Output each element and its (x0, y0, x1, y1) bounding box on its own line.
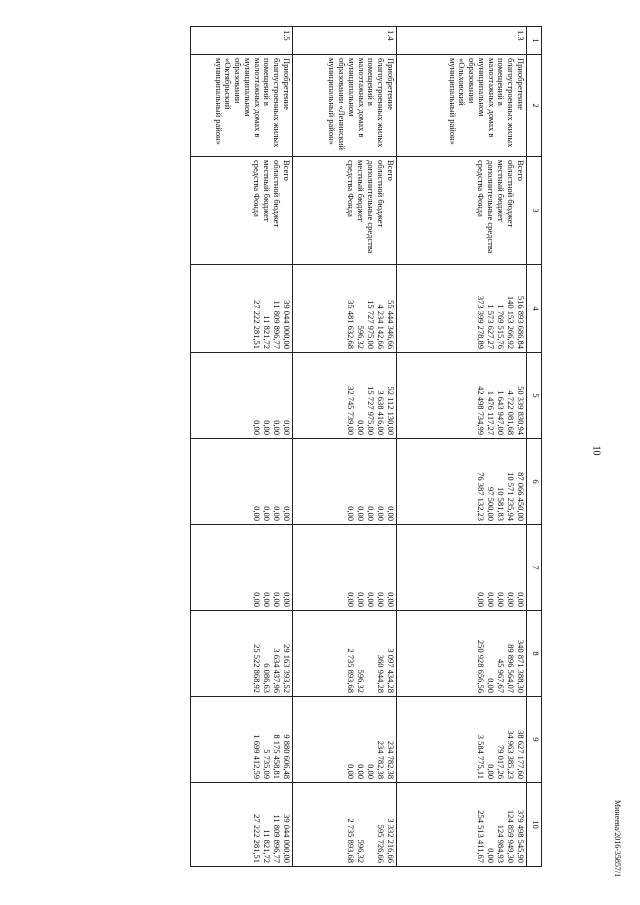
row-number: 1.4 (293, 27, 397, 55)
value: 10 581,83 (496, 487, 506, 521)
row-number: 1.5 (191, 27, 293, 55)
value: 11 809 896,77 (272, 300, 282, 349)
value: 0,00 (356, 506, 366, 521)
value: 0,00 (346, 764, 356, 779)
value: 45 967,67 (496, 659, 506, 693)
value-cell (397, 611, 527, 697)
value: 0,00 (356, 764, 366, 779)
value (365, 614, 375, 693)
value: 1 573 627,27 (486, 304, 496, 349)
source-label: местный бюджет (496, 160, 506, 222)
value: 0,00 (486, 764, 496, 779)
source-label: Всего (282, 160, 292, 181)
value: 3 097 434,28 (386, 648, 396, 693)
budget-table-rotated (192, 26, 542, 866)
value: 27 222 281,51 (252, 300, 262, 349)
value: 360 944,28 (376, 654, 386, 693)
value: 39 044 000,00 (282, 300, 292, 349)
source-label: средства Фонда (346, 160, 356, 217)
value: 250 928 656,56 (476, 639, 486, 693)
value-cell (397, 697, 527, 783)
value: 4 722 081,68 (506, 390, 516, 435)
row-name: Приобретение благоустроенных жилых помещений в малоэтажных домах в муниципальном образовании «Ленинский муниципальный район» (293, 55, 397, 157)
value: 6 086,63 (262, 663, 272, 693)
header-cell: 8 (527, 611, 542, 697)
source-label: областной бюджет (506, 160, 516, 228)
value: 15 727 975,00 (366, 386, 376, 435)
row-number: 1.3 (397, 27, 527, 55)
value-cell (191, 265, 293, 353)
value-cell (191, 525, 293, 611)
header-cell: 1 (527, 27, 542, 55)
value: 27 222 281,51 (252, 814, 262, 863)
value: 0,00 (476, 592, 486, 607)
value: 124 859 949,30 (506, 809, 516, 863)
value: 11 821,72 (262, 315, 272, 349)
value: 1 476 117,27 (486, 390, 496, 435)
source-label: средства Фонда (476, 160, 486, 217)
value: 1 643 947,00 (496, 390, 506, 435)
value: 87 066 450,00 (516, 472, 526, 521)
value: 516 893 686,84 (516, 295, 526, 349)
value: 0,00 (516, 592, 526, 607)
value-cell (191, 611, 293, 697)
value: 0,00 (282, 506, 292, 521)
value: 2 735 893,68 (346, 818, 356, 863)
value-cell (191, 783, 293, 867)
value: 234 782,38 (376, 740, 386, 779)
budget-table (190, 26, 542, 867)
source-label: местный бюджет (356, 160, 366, 222)
value-cell (191, 439, 293, 525)
header-cell: 2 (527, 55, 542, 157)
value-cell (397, 525, 527, 611)
value: 32 745 739,00 (346, 386, 356, 435)
value: 25 522 868,92 (252, 644, 262, 693)
source-label: местный бюджет (262, 160, 272, 222)
value: 0,00 (376, 592, 386, 607)
header-row (527, 27, 542, 867)
value-cell (293, 265, 397, 353)
value: 0,00 (262, 592, 272, 607)
source-label: Всего (516, 160, 526, 181)
source-list (293, 157, 397, 265)
value: 3 634 437,96 (272, 648, 282, 693)
value: 76 387 132,23 (476, 472, 486, 521)
value: 0,00 (272, 420, 282, 435)
table-row (397, 27, 527, 867)
value: 2 735 893,68 (346, 648, 356, 693)
header-cell: 5 (527, 353, 542, 439)
value: 340 871 388,30 (516, 639, 526, 693)
value: 0,00 (496, 592, 506, 607)
header-cell: 9 (527, 697, 542, 783)
value: 38 627 177,60 (516, 730, 526, 779)
value: 0,00 (252, 592, 262, 607)
value: 15 727 975,00 (366, 300, 376, 349)
value: 0,00 (252, 506, 262, 521)
value (365, 786, 375, 863)
value: 0,00 (366, 592, 376, 607)
value: 34 963 385,23 (506, 730, 516, 779)
value: 0,00 (356, 420, 366, 435)
value: 0,00 (376, 506, 386, 521)
value: 35 481 632,68 (346, 300, 356, 349)
value: 9 880 606,48 (282, 734, 292, 779)
value: 39 044 000,00 (282, 814, 292, 863)
value: 0,00 (262, 420, 272, 435)
source-list (397, 157, 527, 265)
source-label: областной бюджет (376, 160, 386, 228)
row-name: Приобретение благоустроенных жилых помещений в малоэтажных домах в муниципальном образовании «Октябрьский муниципальный район» (191, 55, 293, 157)
source-label: Всего (386, 160, 396, 181)
source-label: дополнительные средства (366, 160, 376, 254)
value: 0,00 (356, 592, 366, 607)
value-cell (293, 697, 397, 783)
table-row (293, 27, 397, 867)
value: 595 726,66 (376, 824, 386, 863)
value: 0,00 (252, 420, 262, 435)
value: 0,00 (486, 848, 496, 863)
value: 596,32 (356, 839, 366, 863)
value: 8 175 458,81 (272, 734, 282, 779)
value: 0,00 (366, 764, 376, 779)
value-cell (397, 783, 527, 867)
value: 42 498 734,99 (476, 386, 486, 435)
value-cell (293, 439, 397, 525)
header-cell: 3 (527, 157, 542, 265)
value-cell (293, 783, 397, 867)
value: 3 638 416,00 (376, 390, 386, 435)
value: 0,00 (486, 678, 496, 693)
header-cell: 4 (527, 265, 542, 353)
value: 0,00 (386, 592, 396, 607)
source-label: дополнительные средства (486, 160, 496, 254)
row-name: Приобретение благоустроенных жилых помещений в малоэтажных домах в муниципальном образовании «Ольховский муниципальный район» (397, 55, 527, 157)
value: 234 782,38 (386, 740, 396, 779)
header-cell: 6 (527, 439, 542, 525)
value: 0,00 (282, 420, 292, 435)
value: 79 017,26 (496, 745, 506, 779)
value: 0,00 (262, 506, 272, 521)
value: 11 821,72 (262, 829, 272, 863)
value: 0,00 (272, 592, 282, 607)
value: 596,32 (356, 669, 366, 693)
value: 0,00 (346, 506, 356, 521)
value: 5 735,09 (262, 749, 272, 779)
footer-note: Минеева/2016-35857/1 (613, 800, 622, 878)
value-cell (191, 353, 293, 439)
value: 97 500,00 (486, 487, 496, 521)
table-row (191, 27, 293, 867)
value: 0,00 (346, 592, 356, 607)
value: 0,00 (272, 506, 282, 521)
value: 50 339 830,94 (516, 386, 526, 435)
value-cell (191, 697, 293, 783)
source-list (191, 157, 293, 265)
value: 140 153 266,92 (506, 295, 516, 349)
value: 1 769 515,76 (496, 304, 506, 349)
source-label: областной бюджет (272, 160, 282, 228)
header-cell: 10 (527, 783, 542, 867)
value: 10 571 235,94 (506, 472, 516, 521)
value: 1 699 412,59 (252, 734, 262, 779)
value: 124 984,93 (496, 824, 506, 863)
value: 379 498 545,90 (516, 809, 526, 863)
value-cell (293, 353, 397, 439)
value-cell (397, 439, 527, 525)
table-body (191, 27, 527, 867)
value: 0,00 (486, 592, 496, 607)
value: 254 513 411,67 (476, 810, 486, 863)
value: 596,32 (356, 325, 366, 349)
value-cell (397, 353, 527, 439)
header-cell: 7 (527, 525, 542, 611)
source-label: средства Фонда (252, 160, 262, 217)
value-cell (293, 611, 397, 697)
value: 89 896 564,07 (506, 644, 516, 693)
value-cell (397, 265, 527, 353)
value: 0,00 (282, 592, 292, 607)
value: 52 112 130,00 (386, 386, 396, 435)
value: 0,00 (506, 592, 516, 607)
value-cell (293, 525, 397, 611)
value: 3 332 216,66 (386, 818, 396, 863)
value: 0,00 (386, 506, 396, 521)
value: 3 584 775,11 (476, 734, 486, 779)
value: 29 163 393,52 (282, 644, 292, 693)
page-number: 10 (590, 445, 602, 456)
value: 11 809 896,77 (272, 814, 282, 863)
value: 0,00 (366, 506, 376, 521)
value: 4 234 142,66 (376, 304, 386, 349)
value: 373 399 278,89 (476, 295, 486, 349)
value: 55 444 346,66 (386, 300, 396, 349)
